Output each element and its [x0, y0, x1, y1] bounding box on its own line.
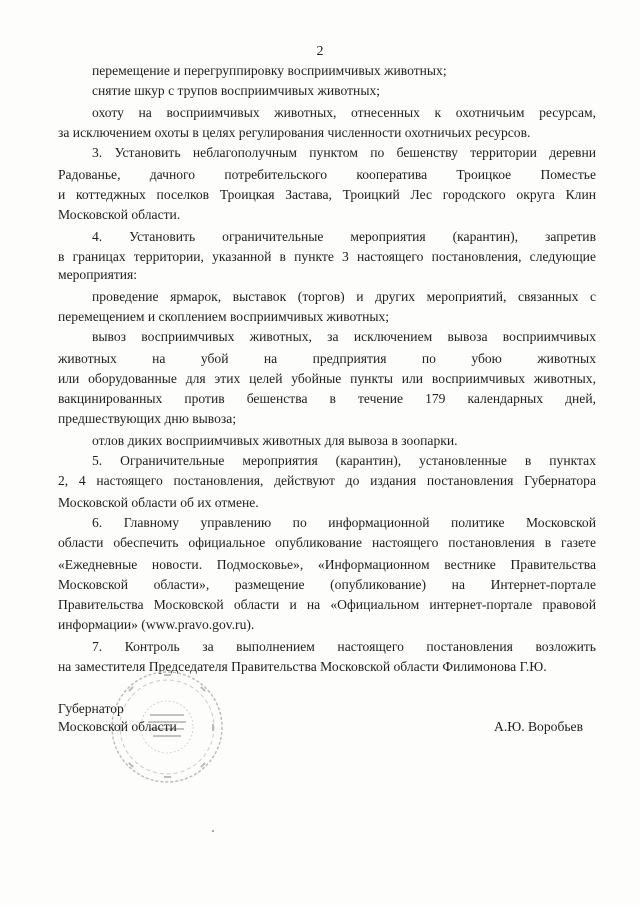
page-number: 2 — [316, 44, 324, 59]
body-line: Правительства Московской области и на «Официальном интернет-портале правовой — [58, 597, 596, 612]
body-line: на заместителя Председателя Правительства Московской области Филимонова Г.Ю. — [58, 659, 547, 674]
body-line: или оборудованные для этих целей убойные пункты или восприимчивых животных, — [58, 371, 596, 386]
body-line: 7. Контроль за выполнением настоящего постановления возложить — [92, 639, 596, 654]
body-line: информации» (www.pravo.gov.ru). — [58, 617, 255, 632]
body-line: Московской области. — [58, 207, 181, 222]
scan-speck — [212, 830, 214, 832]
body-line: вывоз восприимчивых животных, за исключением вывоза восприимчивых — [92, 329, 596, 344]
body-line: проведение ярмарок, выставок (торгов) и других мероприятий, связанных с — [92, 289, 596, 304]
body-line: снятие шкур с трупов восприимчивых животных; — [92, 83, 381, 98]
body-line: Московской области об их отмене. — [58, 495, 259, 510]
body-line: Московской области», размещение (опубликование) на Интернет-портале — [58, 577, 596, 592]
body-line: в границах территории, указанной в пункте 3 настоящего постановления, следующие — [58, 249, 596, 264]
body-line: 2, 4 настоящего постановления, действуют до издания постановления Губернатора — [58, 473, 596, 488]
body-line: животных на убой на предприятия по убою животных — [58, 351, 596, 366]
body-line: вакцинированных против бешенства в течение 179 календарных дней, — [58, 391, 596, 406]
body-line: области обеспечить официальное опубликование настоящего постановления в газете — [58, 535, 596, 550]
body-line: Радованье, дачного потребительского кооператива Троицкое Поместье — [58, 167, 596, 182]
body-line: 5. Ограничительные мероприятия (карантин), установленные в пунктах — [92, 453, 596, 468]
body-line: и коттеджных поселков Троицкая Застава, Троицкий Лес городского округа Клин — [58, 187, 596, 202]
body-line: 6. Главному управлению по информационной политике Московской — [92, 515, 596, 530]
body-line: 4. Установить ограничительные мероприятия (карантин), запретив — [92, 229, 596, 244]
body-line: 3. Установить неблагополучным пунктом по бешенству территории деревни — [92, 145, 596, 160]
body-line: «Ежедневные новости. Подмосковье», «Информационном вестнике Правительства — [58, 557, 596, 572]
body-line: предшествующих дню вывоза; — [58, 411, 237, 426]
body-line: за исключением охоты в целях регулирования численности охотничьих ресурсов. — [58, 125, 531, 140]
body-line: перемещение и перегруппировку восприимчивых животных; — [92, 63, 447, 78]
signatory-region: Московской области — [58, 719, 177, 734]
signatory-name: А.Ю. Воробьев — [494, 719, 584, 734]
signatory-title: Губернатор — [58, 701, 124, 716]
body-line: перемещением и скоплением восприимчивых животных; — [58, 309, 390, 324]
body-line: отлов диких восприимчивых животных для вывоза в зоопарки. — [92, 433, 458, 448]
body-line: охоту на восприимчивых животных, отнесенных к охотничьим ресурсам, — [92, 105, 596, 120]
body-line: мероприятия: — [58, 267, 138, 282]
